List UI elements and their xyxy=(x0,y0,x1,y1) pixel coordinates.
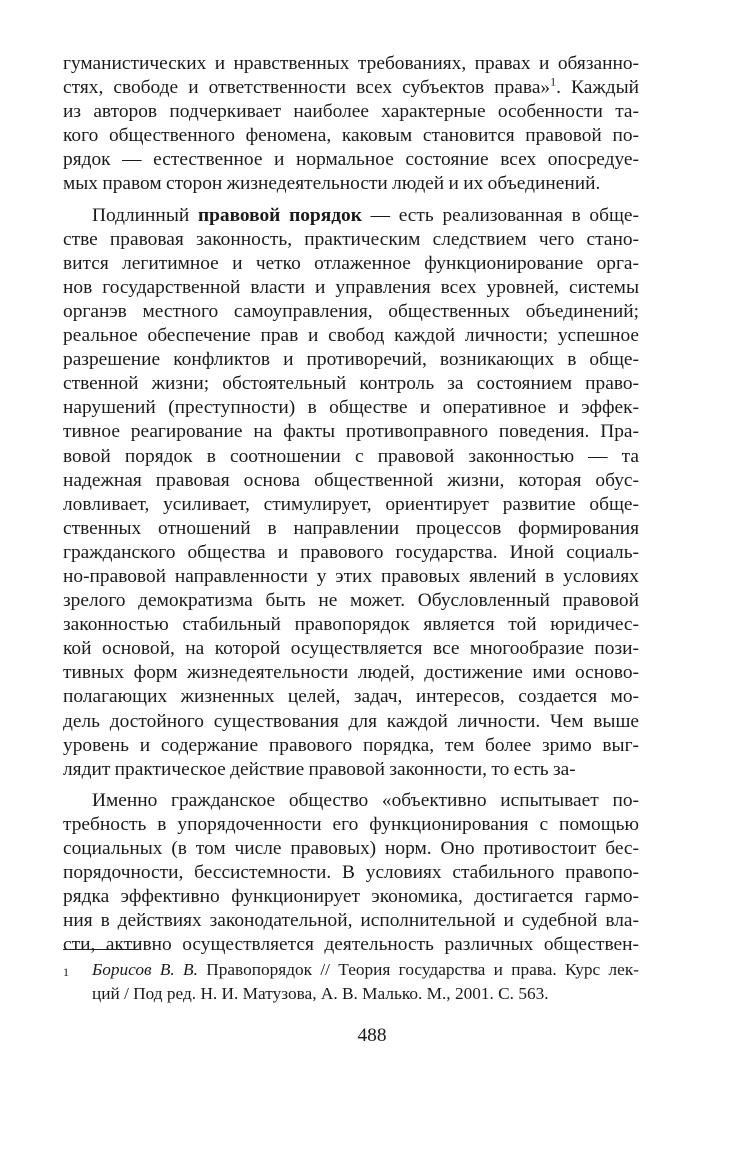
footnote-reference: 1 xyxy=(550,74,557,89)
text-line: стве правовая законность, практическим следствием чего стано- xyxy=(63,228,639,250)
footnote-line: 1 Борисов В. В. Правопорядок // Теория государства и права. Курс лек- xyxy=(63,958,639,982)
text-line: сти, активно осуществляется деятельность различных обществен- xyxy=(63,934,639,956)
text-line: но-правовой направленности у этих правовых явлений в условиях xyxy=(63,565,639,587)
paragraph-3 xyxy=(63,789,639,958)
text-line: нарушений (преступности) в обществе и оперативное и эффек- xyxy=(63,397,639,419)
text-line: кого общественного феномена, каковым становится правовой по- xyxy=(63,125,639,147)
text-line: стях, свободе и ответственности всех субъектов права»$^1$. Каждый xyxy=(63,74,639,99)
text-line: полагающих жизненных целей, задач, интересов, создается мо- xyxy=(63,686,639,708)
text-line: гражданского общества и правового государства. Иной социаль- xyxy=(63,541,639,563)
footnote-mark: 1 xyxy=(63,965,69,979)
text-line: кой основой, на которой осуществляется все многообразие пози- xyxy=(63,638,639,660)
text-line: ственных отношений в направлении процессов формирования xyxy=(63,517,639,539)
page-number: 488 xyxy=(357,1025,387,1046)
text-line: дель достойного существования для каждой личности. Чем выше xyxy=(63,710,639,732)
text-line: требность в упорядоченности его функционирования с помощью xyxy=(63,813,639,835)
text-line: тивных форм жизнедеятельности людей, достижение ими осново- xyxy=(63,662,639,684)
text-line: органэв местного самоуправления, общественных объединений; xyxy=(63,300,639,322)
text-line: ловливает, усиливает, стимулирует, ориентирует развитие обще- xyxy=(63,493,639,515)
paragraph-1 xyxy=(63,52,639,197)
text-line: разрешение конфликтов и противоречий, возникающих в обще- xyxy=(63,349,639,371)
text-line: законностью стабильный правопорядок является той юридичес- xyxy=(63,614,639,636)
text-line: рядка эффективно функционирует экономика, достигается гармо- xyxy=(63,886,639,908)
text-line: лядит практическое действие правовой законности, то есть за- xyxy=(63,758,576,780)
footnote-author: Борисов В. В. xyxy=(92,960,198,979)
text-line: вится легитимное и четко отлаженное функционирование орга- xyxy=(63,252,639,274)
text-line: зрелого демократизма быть не может. Обусловленный правовой xyxy=(63,590,639,612)
text-line: надежная правовая основа общественной жизни, которая обус- xyxy=(63,469,639,491)
text-line: ственной жизни; обстоятельный контроль за состоянием право- xyxy=(63,373,639,395)
footnote xyxy=(63,958,639,1006)
text-line: нов государственной власти и управления всех уровней, системы xyxy=(63,276,639,298)
text-line: мых правом сторон жизнедеятельности людей и их объединений. xyxy=(63,173,601,195)
text-line: рядок — естественное и нормальное состояние всех опосредуе- xyxy=(63,149,639,171)
paragraph-2 xyxy=(63,204,639,782)
text-line: реальное обеспечение прав и свобод каждой личности; успешное xyxy=(63,325,639,347)
text-line: гуманистических и нравственных требованиях, правах и обязанно- xyxy=(63,53,639,74)
text-line: Именно гражданское общество «объективно испытывает по- xyxy=(92,789,639,811)
text-line: тивное реагирование на факты противоправного поведения. Пра- xyxy=(63,421,639,443)
text-line: социальных (в том числе правовых) норм. Оно противостоит бес- xyxy=(63,838,639,859)
text-line: из авторов подчеркивает наиболее характерные особенности та- xyxy=(63,101,639,123)
footnote-divider xyxy=(63,949,139,950)
footnote-line: ций / Под ред. Н. И. Матузова, А. В. Малько. М., 2001. С. 563. xyxy=(92,984,549,1003)
body-text xyxy=(63,52,639,957)
term-bold: правовой порядок xyxy=(197,204,362,226)
text-line: уровень и содержание правового порядка, тем более зримо выг- xyxy=(63,734,639,756)
text-line: ния в действиях законодательной, исполнительной и судебной вла- xyxy=(63,910,639,932)
text-line: порядочности, бессистемности. В условиях стабильного правопо- xyxy=(63,862,639,884)
text-line: Подлинный правовой порядок — есть реализованная в обще- xyxy=(92,204,639,226)
text-line: вовой порядок в соотношении с правовой законностью — та xyxy=(63,445,639,467)
